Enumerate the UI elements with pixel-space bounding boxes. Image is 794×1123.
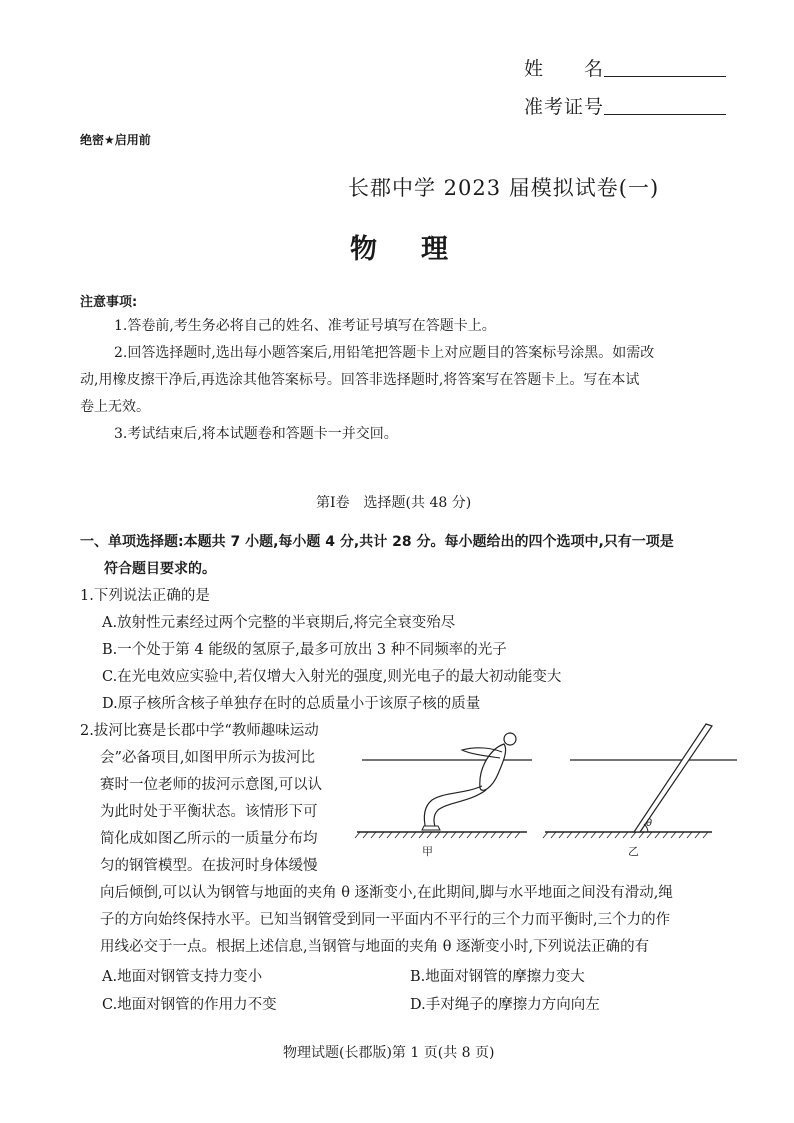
notice-heading: 注意事项:: [80, 295, 138, 310]
q2-stem-line-6: 匀的钢管模型。在拔河时身体缓慢: [100, 858, 318, 874]
q2-option-c: C.地面对钢管的作用力不变: [102, 997, 277, 1013]
steel-pipe: [634, 724, 712, 832]
figure-yi-label: 乙: [628, 845, 639, 858]
name-blank: [604, 58, 726, 77]
exam-title: 长郡中学 2023 届模拟试卷(一): [348, 176, 660, 200]
q2-line-9: 用线必交于一点。根据上述信息,当钢管与地面的夹角 θ 逐渐变小时,下列说法正确的有: [100, 939, 650, 955]
q2-stem-line-4: 为此时处于平衡状态。该情形下可: [100, 804, 318, 820]
theta-label: θ: [646, 818, 653, 829]
subject-title: 物理: [350, 234, 492, 265]
person-head: [504, 733, 516, 745]
q1-option-d: D.原子核所含核子单独存在时的总质量小于该原子核的质量: [102, 696, 481, 712]
figure-jia: [355, 733, 532, 858]
q1-option-b: B.一个处于第 4 能级的氢原子,最多可放出 3 种不同频率的光子: [102, 642, 507, 658]
notice-item-2-cont2: 卷上无效。: [80, 399, 150, 415]
q2-line-8: 子的方向始终保持水平。已知当钢管受到同一平面内不平行的三个力而平衡时,三个力的作: [100, 912, 671, 928]
q2-option-a: A.地面对钢管支持力变小: [102, 969, 263, 985]
notice-item-2-cont: 动,用橡皮擦干净后,再选涂其他答案标号。回答非选择题时,将答案写在答题卡上。写在本试: [80, 372, 640, 388]
figure-jia-label: 甲: [422, 845, 433, 858]
q1-stem: 1.下列说法正确的是: [80, 588, 210, 604]
name-label: 姓 名: [524, 58, 605, 80]
q2-stem-line-2: 会”必备项目,如图甲所示为拔河比: [100, 750, 316, 766]
secret-mark: 绝密★启用前: [80, 133, 151, 147]
notice-item-2: 2.回答选择题时,选出每小题答案后,用铅笔把答题卡上对应题目的答案标号涂黑。如需改: [114, 345, 655, 361]
person-torso: [480, 744, 506, 790]
q2-line-7: 向后倾倒,可以认为钢管与地面的夹角 θ 逐渐变小,在此期间,脚与水平地面之间没有滑动,绳: [100, 885, 673, 901]
notice-item-1: 1.答卷前,考生务必将自己的姓名、准考证号填写在答题卡上。: [114, 318, 496, 334]
exam-id-blank: [604, 96, 726, 115]
q2-figure: [352, 722, 747, 867]
part1-heading-cont: 符合题目要求的。: [104, 561, 216, 577]
q2-stem-line-3: 赛时一位老师的拔河示意图,可以认: [100, 777, 323, 793]
q2-option-d: D.手对绳子的摩擦力方向向左: [410, 997, 600, 1013]
notice-item-3: 3.考试结束后,将本试题卷和答题卡一并交回。: [114, 426, 398, 442]
exam-id-field: [524, 92, 726, 119]
q1-option-c: C.在光电效应实验中,若仅增大入射光的强度,则光电子的最大初动能变大: [102, 669, 562, 685]
page-footer: 物理试题(长郡版)第 1 页(共 8 页): [283, 1045, 495, 1061]
section-heading: 第Ⅰ卷 选择题(共 48 分): [316, 495, 472, 511]
q2-stem-line-1: 2.拔河比赛是长郡中学“教师趣味运动: [80, 723, 319, 739]
q1-option-a: A.放射性元素经过两个完整的半衰期后,将完全衰变殆尽: [102, 615, 456, 631]
exam-id-label: 准考证号: [524, 96, 605, 118]
q2-stem-line-5: 简化成如图乙所示的一质量分布均: [100, 831, 318, 847]
name-field: [524, 54, 726, 81]
part1-heading: 一、单项选择题:本题共 7 小题,每小题 4 分,共计 28 分。每小题给出的四个选项中,只有一项是: [80, 534, 674, 550]
figure-yi: [543, 724, 737, 858]
q2-option-b: B.地面对钢管的摩擦力变大: [410, 969, 585, 985]
